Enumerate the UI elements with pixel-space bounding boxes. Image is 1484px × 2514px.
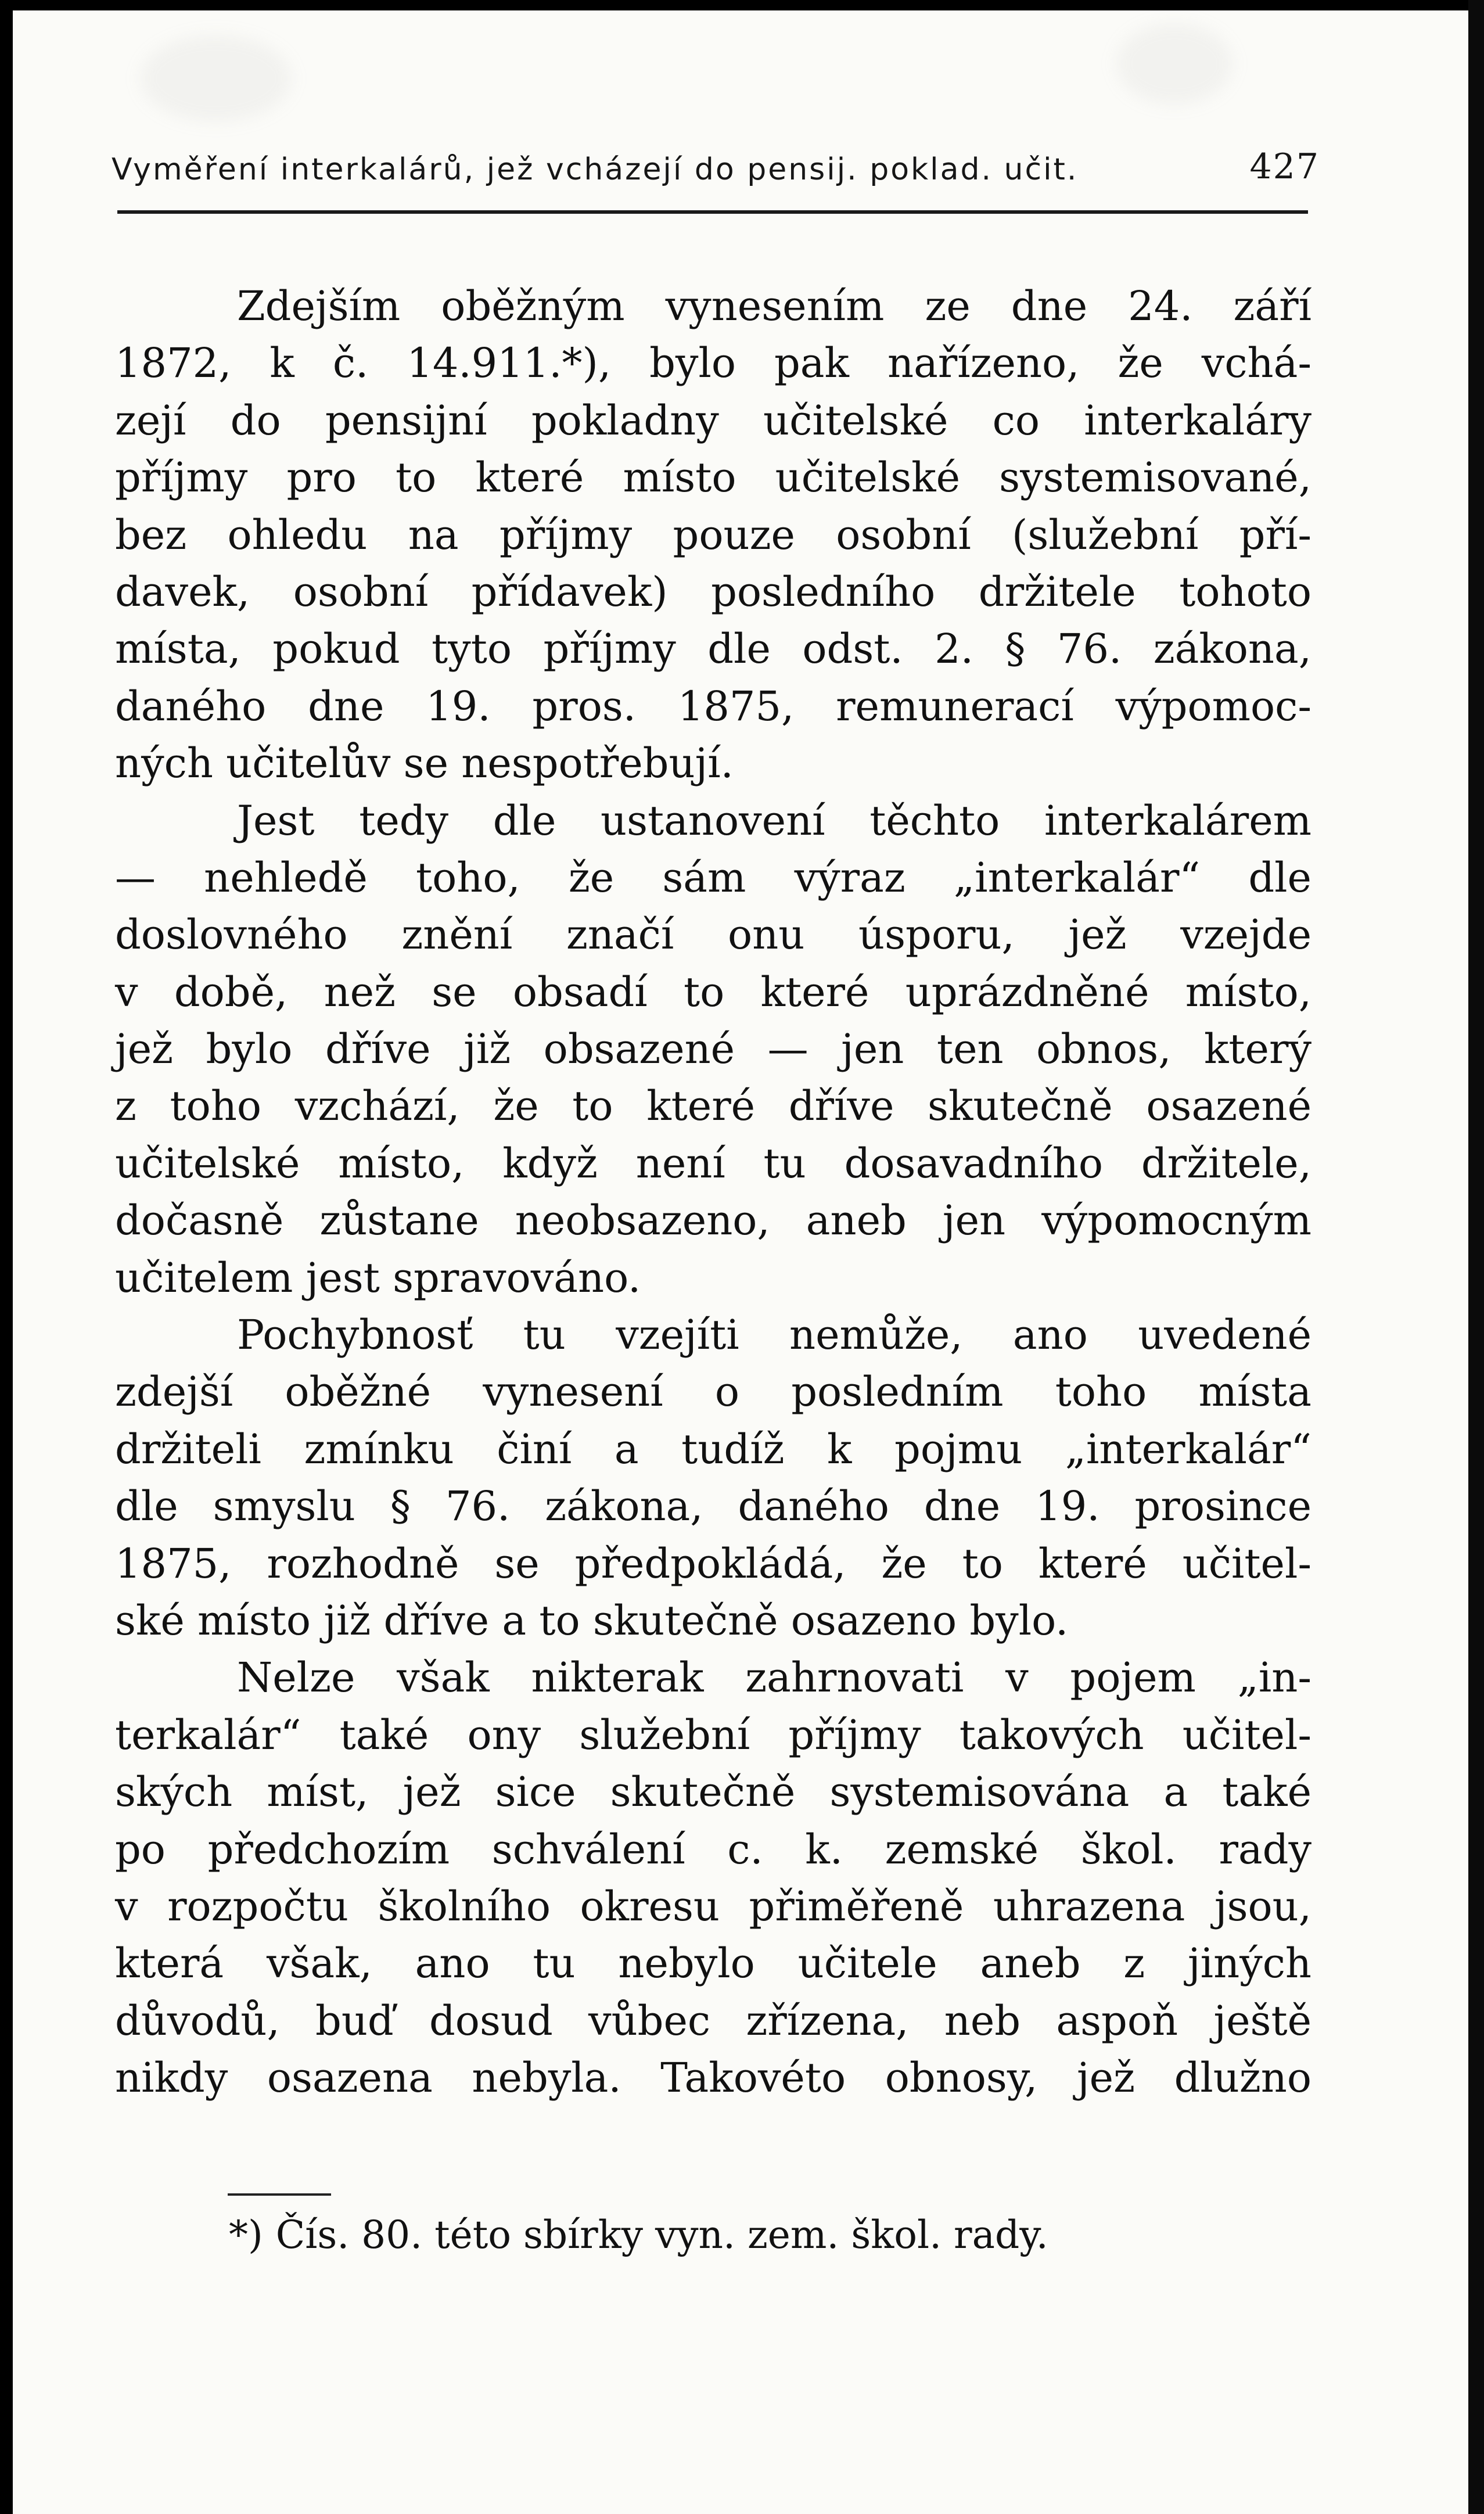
text-line: jež bylo dříve již obsazené — jen ten obnos, který <box>115 1025 1311 1073</box>
footnote-text: Čís. 80. této sbírky vyn. zem. škol. rady. <box>275 2213 1048 2257</box>
text-line: v době, než se obsadí to které uprázdněné místo, <box>115 968 1311 1016</box>
text-line: dle smyslu § 76. zákona, daného dne 19. prosince <box>115 1482 1311 1531</box>
scan-top-edge <box>13 0 1468 10</box>
text-line: 1875, rozhodně se předpokládá, že to které učitel- <box>115 1539 1311 1588</box>
text-line: 1872, k č. 14.911.*), bylo pak nařízeno, že vchá- <box>115 339 1311 387</box>
body-text <box>115 278 1311 2107</box>
text-line: zdejší oběžné vynesení o posledním toho místa <box>115 1368 1311 1416</box>
text-line: bez ohledu na příjmy pouze osobní (služební pří- <box>115 511 1311 559</box>
text-line: v rozpočtu školního okresu přiměřeně uhrazena jsou, <box>115 1882 1311 1930</box>
running-head-title: Vyměření interkalárů, jež vcházejí do pensij. poklad. učit. <box>112 152 1079 187</box>
text-line: učitelem jest spravováno. <box>115 1254 641 1302</box>
text-line: dočasně zůstane neobsazeno, aneb jen výpomocným <box>115 1197 1311 1245</box>
text-line: ských míst, jež sice skutečně systemisována a také <box>115 1768 1311 1816</box>
text-line: Nelze však nikterak zahrnovati v pojem „in- <box>237 1654 1311 1702</box>
running-head <box>112 144 1320 196</box>
text-line: důvodů, buď dosud vůbec zřízena, neb aspoň ještě <box>115 1996 1311 2045</box>
text-line: ské místo již dříve a to skutečně osazeno bylo. <box>115 1596 1069 1644</box>
text-line: ných učitelův se nespotřebují. <box>115 739 734 788</box>
text-line: po předchozím schválení c. k. zemské škol. rady <box>115 1825 1311 1873</box>
text-line: terkalár“ také ony služební příjmy takových učitel- <box>115 1711 1311 1759</box>
text-line: z toho vzchází, že to které dříve skutečně osazené <box>115 1082 1311 1130</box>
paper-smudge <box>1116 23 1233 105</box>
text-line: místa, pokud tyto příjmy dle odst. 2. § 76. zákona, <box>115 625 1311 673</box>
footnote-rule <box>228 2193 331 2196</box>
text-line: daného dne 19. pros. 1875, remunerací výpomoc- <box>115 682 1311 730</box>
text-line: Jest tedy dle ustanovení těchto interkalárem <box>237 796 1311 845</box>
text-line: davek, osobní přídavek) posledního držitele tohoto <box>115 568 1311 616</box>
footnote <box>229 2207 1216 2263</box>
page-number: 427 <box>1249 146 1320 187</box>
text-line: nikdy osazena nebyla. Takovéto obnosy, jež dlužno <box>115 2054 1311 2102</box>
header-rule <box>117 210 1308 214</box>
text-line: zejí do pensijní pokladny učitelské co interkaláry <box>115 396 1311 444</box>
scan-right-edge <box>1468 0 1484 2514</box>
text-line: příjmy pro to které místo učitelské systemisované, <box>115 454 1311 502</box>
text-line: doslovného znění značí onu úsporu, jež vzejde <box>115 911 1311 959</box>
footnote-marker: *) <box>229 2213 263 2257</box>
text-line: — nehledě toho, že sám výraz „interkalár“ dle <box>115 853 1311 902</box>
text-line: která však, ano tu nebylo učitele aneb z jiných <box>115 1940 1311 1988</box>
text-line: držiteli zmínku činí a tudíž k pojmu „interkalár“ <box>115 1425 1311 1473</box>
text-line: učitelské místo, když není tu dosavadního držitele, <box>115 1139 1311 1187</box>
paper-smudge <box>141 35 292 122</box>
text-line: Pochybnosť tu vzejíti nemůže, ano uvedené <box>237 1311 1311 1359</box>
text-line: Zdejším oběžným vynesením ze dne 24. září <box>237 282 1311 330</box>
